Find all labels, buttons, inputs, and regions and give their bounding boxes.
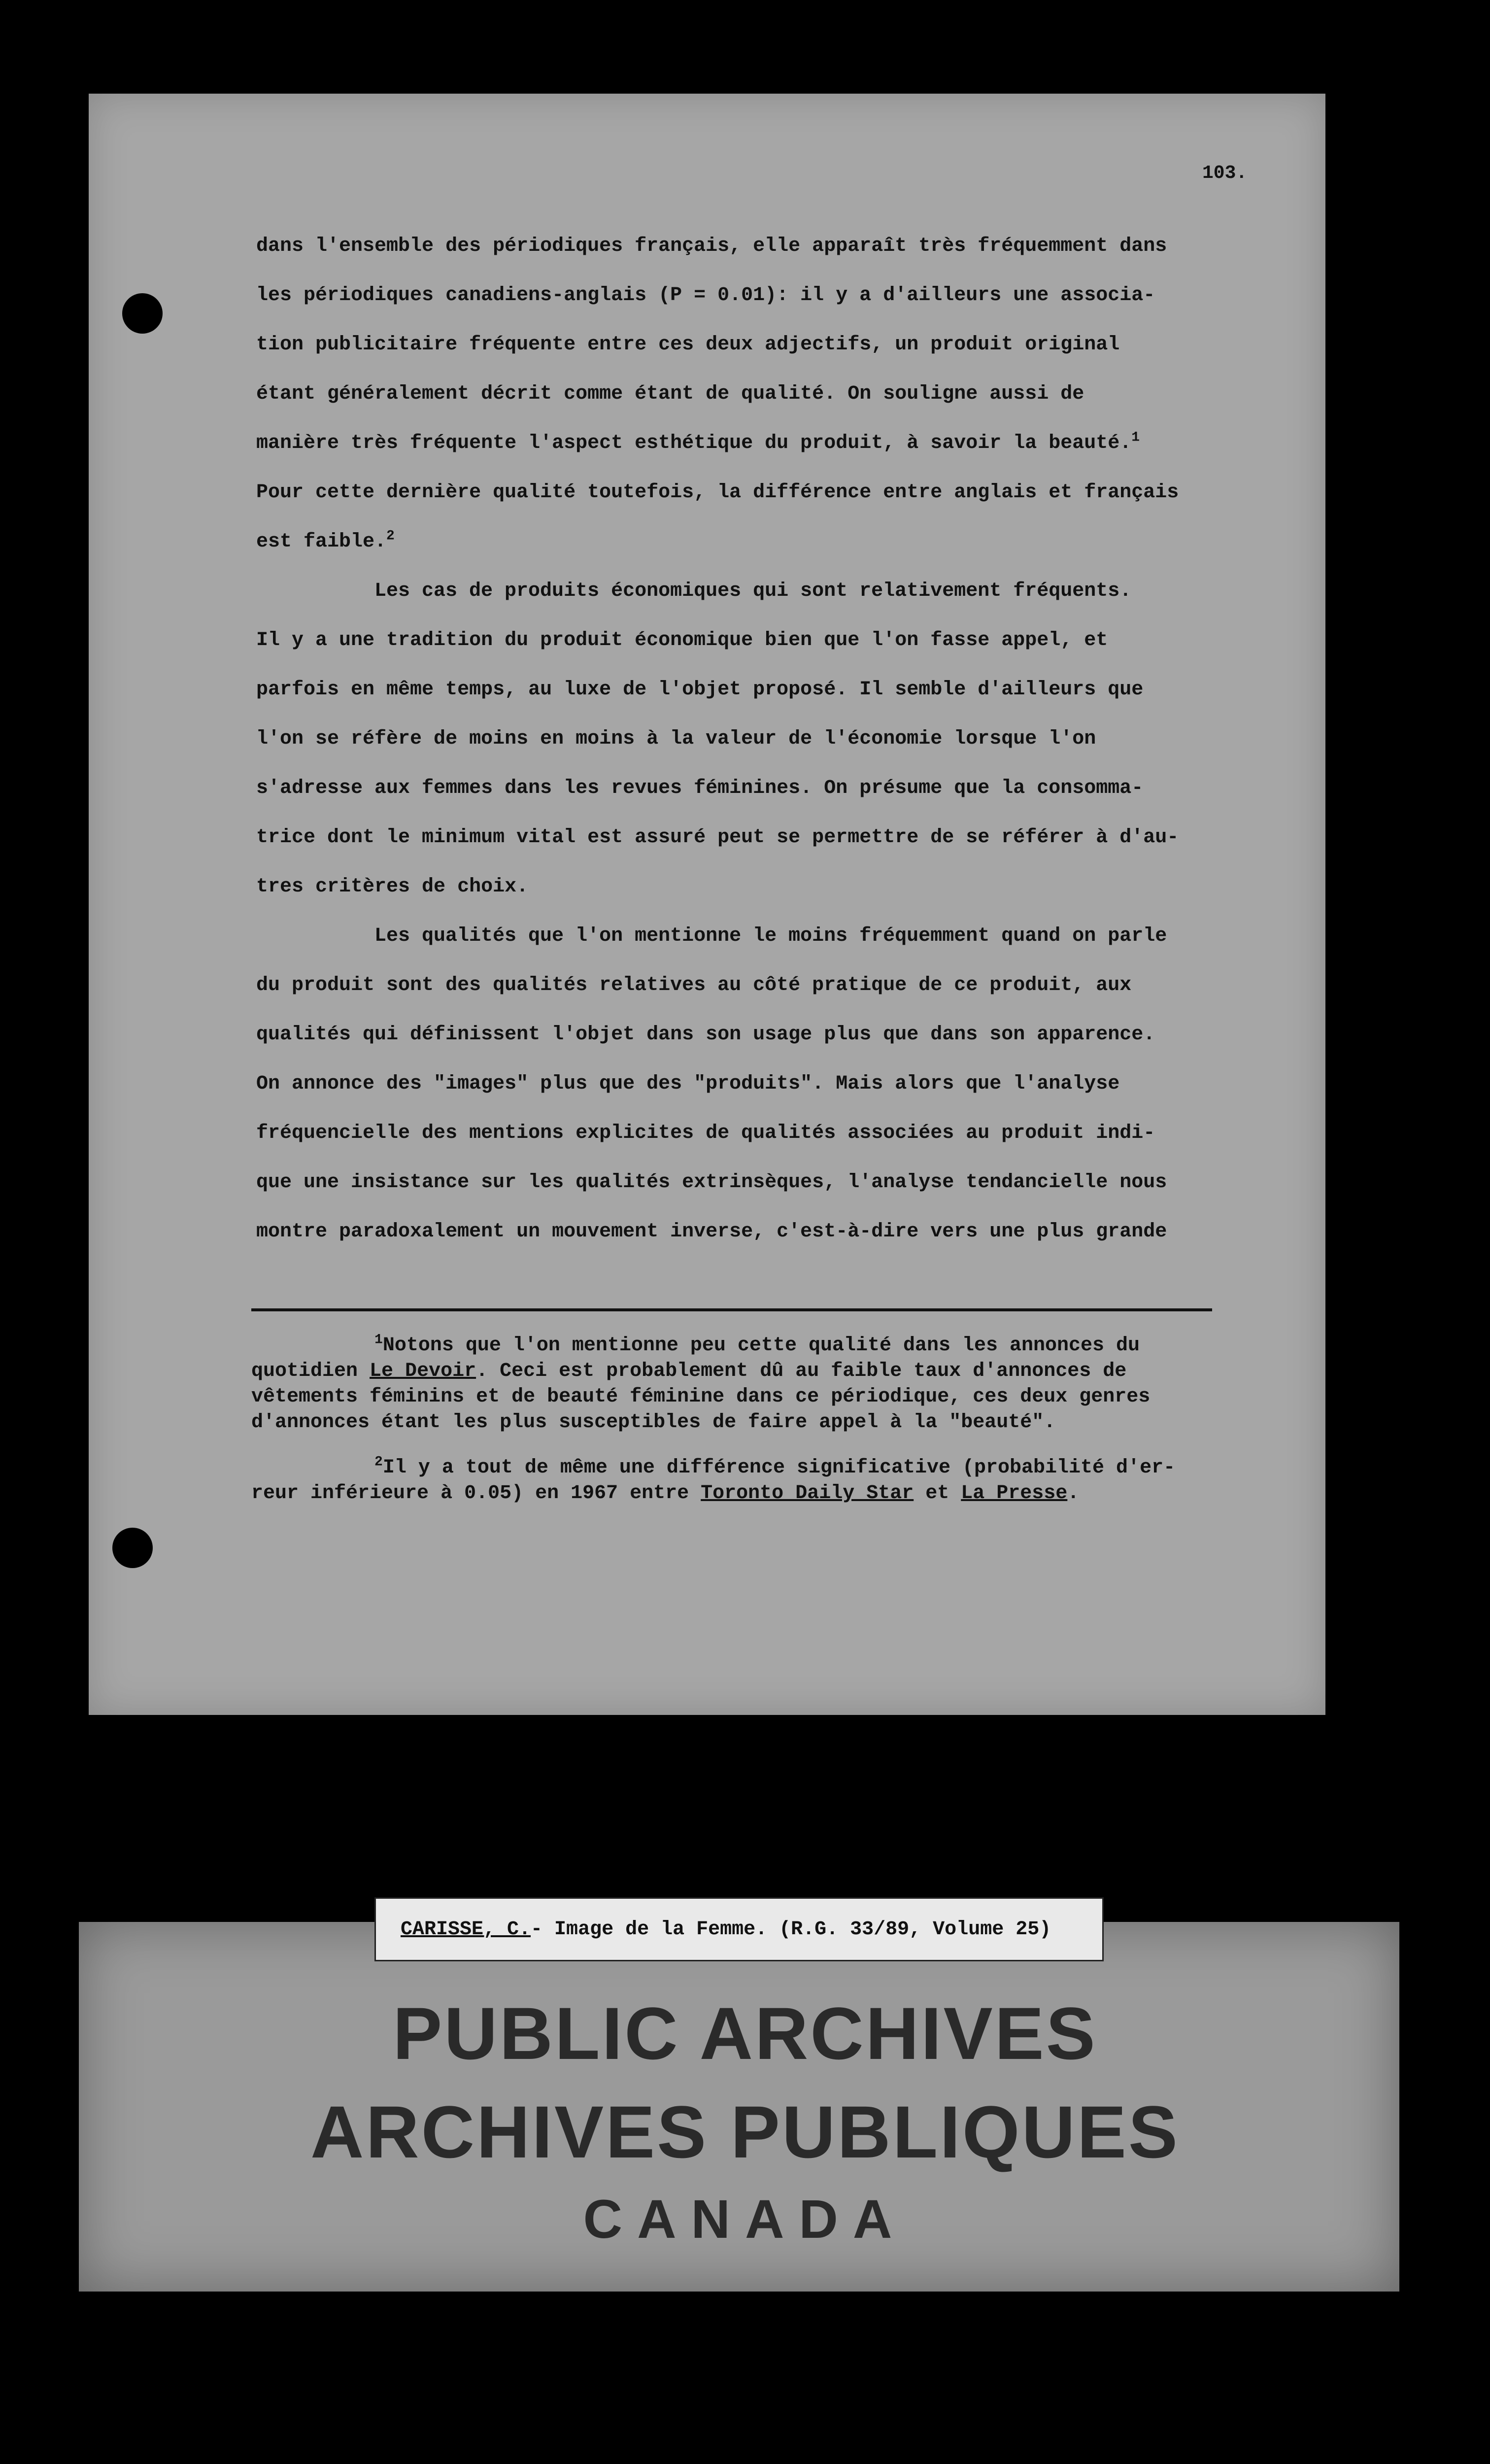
text-line: montre paradoxalement un mouvement inverse, c'est-à-dire vers une plus grande	[256, 1221, 1167, 1243]
footnote-line: vêtements féminins et de beauté féminine dans ce périodique, ces deux genres	[251, 1386, 1151, 1408]
publication-title: Le Devoir	[370, 1360, 476, 1382]
footnote-mark-1: 1	[1131, 430, 1140, 445]
text-line: que une insistance sur les qualités extrinsèques, l'analyse tendancielle nous	[256, 1171, 1167, 1194]
footnote-text: reur inférieure à 0.05) en 1967 entre	[251, 1482, 701, 1505]
text-line: qualités qui définissent l'objet dans son usage plus que dans son apparence.	[256, 1024, 1155, 1046]
text-line: trice dont le minimum vital est assuré peut se permettre de se référer à d'au-	[256, 826, 1179, 849]
text-line: l'on se réfère de moins en moins à la valeur de l'économie lorsque l'on	[256, 728, 1096, 750]
body-text	[256, 222, 1222, 1257]
archive-country: CANADA	[583, 2189, 907, 2250]
footnote-text: . Ceci est probablement dû au faible taux d'annonces de	[476, 1360, 1127, 1382]
footnote-text: et	[914, 1482, 961, 1505]
binder-hole-bottom	[112, 1528, 153, 1568]
footnote-line	[251, 1333, 1237, 1359]
footnote-divider	[251, 1308, 1212, 1311]
text-line: Les qualités que l'on mentionne le moins fréquemment quand on parle	[374, 925, 1167, 947]
footnote-line	[251, 1359, 1237, 1384]
archive-card-label	[374, 1897, 1104, 1961]
footnote-text: .	[1067, 1482, 1080, 1505]
label-author: CARISSE, C.	[401, 1918, 531, 1941]
text-line: On annonce des "images" plus que des "produits". Mais alors que l'analyse	[256, 1073, 1120, 1095]
footnote-text: Notons que l'on mentionne peu cette qualité dans les annonces du	[382, 1335, 1140, 1357]
text-line: tres critères de choix.	[256, 876, 529, 898]
text-line: Pour cette dernière qualité toutefois, la différence entre anglais et français	[256, 481, 1179, 504]
text-line: fréquencielle des mentions explicites de qualités associées au produit indi-	[256, 1122, 1155, 1144]
footnote-mark-2: 2	[386, 528, 395, 544]
text-line: du produit sont des qualités relatives au côté pratique de ce produit, aux	[256, 974, 1132, 996]
text-line: étant généralement décrit comme étant de qualité. On souligne aussi de	[256, 383, 1084, 405]
document-page	[89, 94, 1325, 1715]
text-line: parfois en même temps, au luxe de l'objet proposé. Il semble d'ailleurs que	[256, 679, 1144, 701]
archive-name-french: ARCHIVES PUBLIQUES	[310, 2090, 1180, 2173]
footnote-number: 1	[374, 1332, 383, 1348]
footnote-2	[251, 1455, 1237, 1506]
binder-hole-top	[122, 293, 163, 334]
text-line: Il y a une tradition du produit économique bien que l'on fasse appel, et	[256, 629, 1108, 651]
text-line-with-note	[256, 419, 1222, 468]
text-line: dans l'ensemble des périodiques français, elle apparaît très fréquemment dans	[256, 235, 1167, 257]
text-line: tion publicitaire fréquente entre ces deux adjectifs, un produit original	[256, 334, 1120, 356]
archive-name-english: PUBLIC ARCHIVES	[393, 1992, 1097, 2075]
footnote-number: 2	[374, 1454, 383, 1470]
footnote-text: Il y a tout de même une différence significative (probabilité d'er-	[382, 1457, 1176, 1479]
text-line: est faible.	[256, 531, 387, 553]
footnotes	[251, 1333, 1237, 1526]
footnote-text: quotidien	[251, 1360, 370, 1382]
text-line-with-note	[256, 517, 1222, 567]
text-line: s'adresse aux femmes dans les revues féminines. On présume que la consomma-	[256, 777, 1144, 799]
text-line: les périodiques canadiens-anglais (P = 0.01): il y a d'ailleurs une associa-	[256, 284, 1155, 307]
paragraph-3	[256, 912, 1222, 1257]
label-details: - Image de la Femme. (R.G. 33/89, Volume 25)	[531, 1918, 1051, 1941]
footnote-line: d'annonces étant les plus susceptibles de faire appel à la "beauté".	[251, 1411, 1056, 1434]
text-line: manière très fréquente l'aspect esthétique du produit, à savoir la beauté.	[256, 432, 1132, 454]
text-line: Les cas de produits économiques qui sont relativement fréquents.	[374, 580, 1132, 602]
publication-title: Toronto Daily Star	[701, 1482, 914, 1505]
footnote-line	[251, 1481, 1237, 1506]
footnote-line	[251, 1455, 1237, 1481]
publication-title: La Presse	[961, 1482, 1068, 1505]
paragraph-1	[256, 222, 1222, 567]
page-number: 103.	[1202, 163, 1248, 184]
paragraph-2	[256, 567, 1222, 912]
footnote-1	[251, 1333, 1237, 1436]
